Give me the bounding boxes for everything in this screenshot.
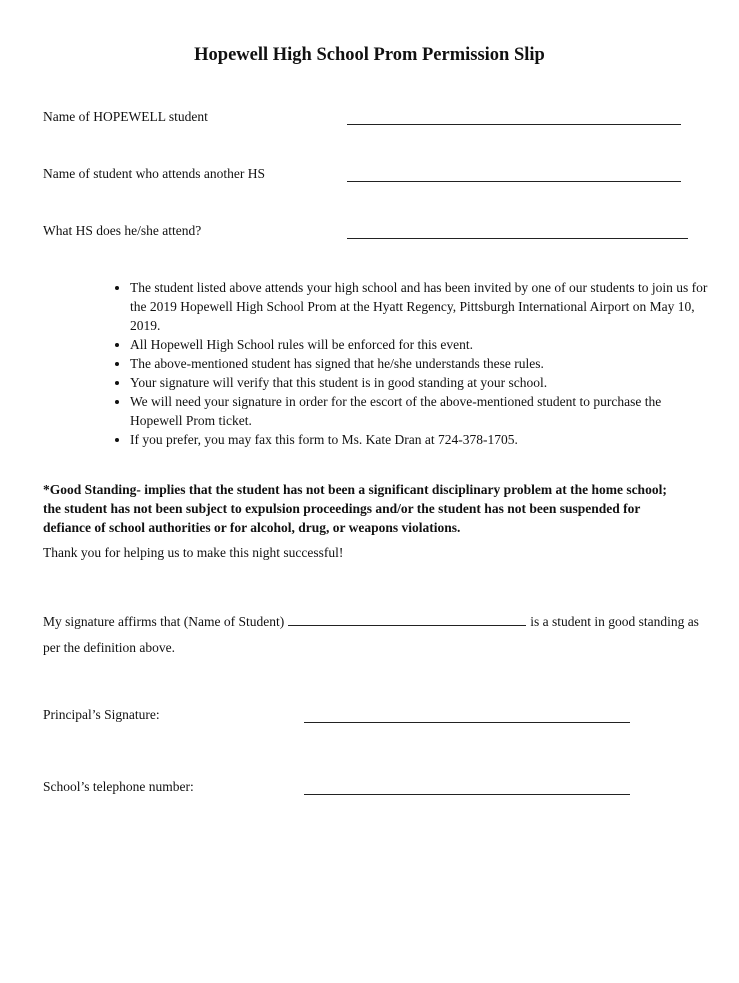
affirmation-text-before: My signature affirms that (Name of Student) — [43, 614, 285, 629]
list-item: • The student listed above attends your high school and has been invited by one of our students to join us for the 2019 Hopewell High School Prom at the Hyatt Regency, Pittsburgh International Airport on May 10, 2019. — [130, 278, 712, 335]
thank-you-note: Thank you for helping us to make this night successful! — [43, 545, 344, 560]
page-title: Hopewell High School Prom Permission Slip — [194, 45, 545, 65]
list-item: • If you prefer, you may fax this form to Ms. Kate Dran at 724-378-1705. — [130, 430, 712, 449]
other-student-name-field[interactable] — [347, 181, 681, 182]
other-hs-label: What HS does he/she attend? — [43, 223, 202, 238]
list-item: • All Hopewell High School rules will be enforced for this event. — [130, 335, 712, 354]
list-item: • The above-mentioned student has signed that he/she understands these rules. — [130, 354, 712, 373]
info-bullet-list — [108, 278, 712, 449]
principal-signature-label: Principal’s Signature: — [43, 707, 160, 722]
school-phone-label: School’s telephone number: — [43, 779, 194, 794]
affirmation-text-after: is a student in good standing as per the definition above. — [43, 614, 699, 655]
list-item: • Your signature will verify that this student is in good standing at your school. — [130, 373, 712, 392]
affirm-student-name-field[interactable] — [288, 613, 526, 626]
school-phone-field[interactable] — [304, 794, 630, 795]
hopewell-student-label: Name of HOPEWELL student — [43, 109, 208, 124]
principal-signature-field[interactable] — [304, 722, 630, 723]
hopewell-student-name-field[interactable] — [347, 124, 681, 125]
good-standing-definition: *Good Standing- implies that the student has not been a significant disciplinary problem at the home school; the student has not been subject to expulsion proceedings and/or the student has not been suspended for defiance of school authorities or for alcohol, drug, or weapons violations. — [43, 482, 667, 535]
other-student-label: Name of student who attends another HS — [43, 166, 265, 181]
affirmation-statement — [43, 609, 703, 661]
list-item: • We will need your signature in order for the escort of the above-mentioned student to purchase the Hopewell Prom ticket. — [130, 392, 712, 430]
other-hs-field[interactable] — [347, 238, 688, 239]
